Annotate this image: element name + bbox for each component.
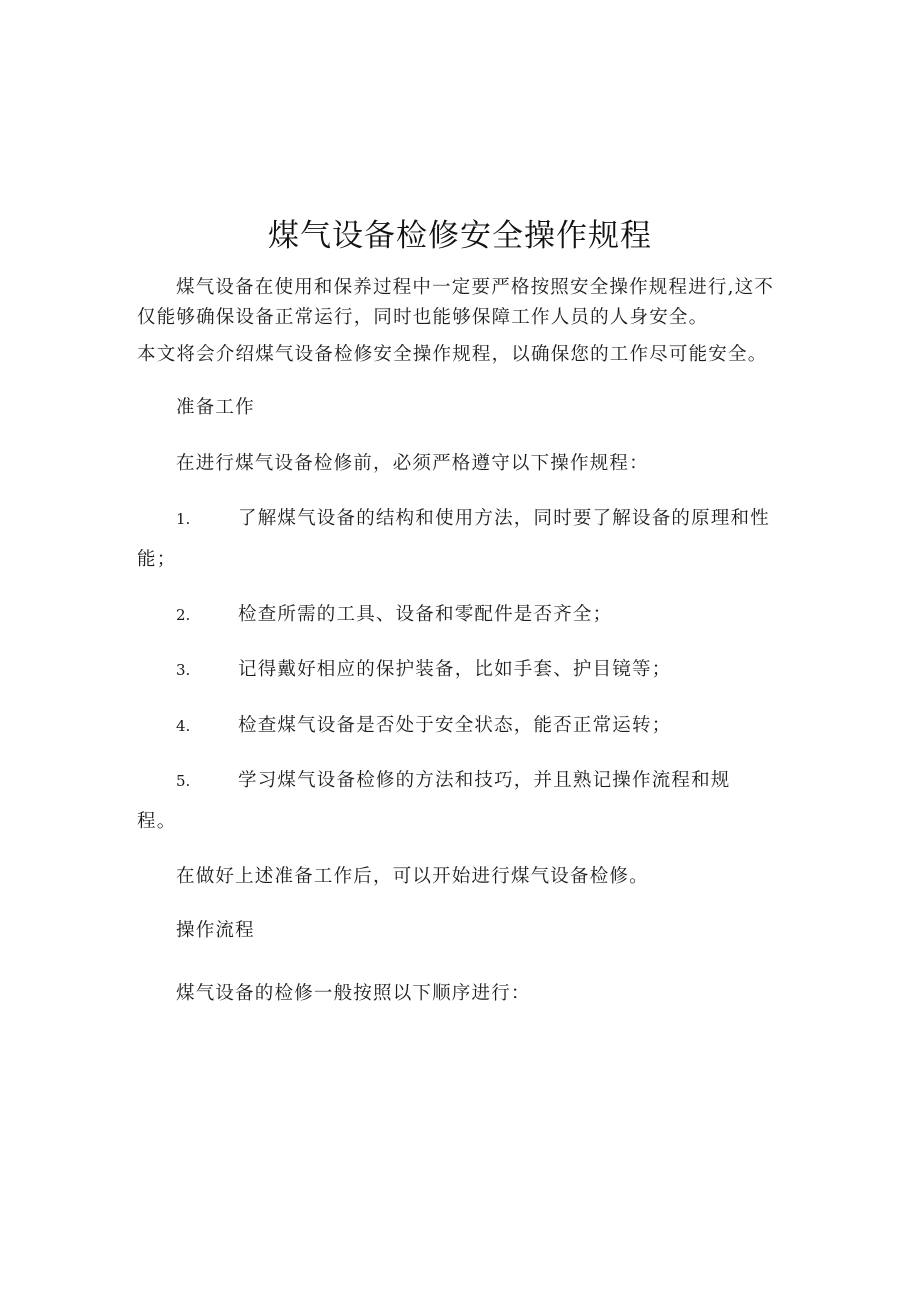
- section-lead-procedure: 煤气设备的检修一般按照以下顺序进行：: [176, 983, 531, 1004]
- list-item-number: 5.: [176, 772, 191, 790]
- list-item-text: 学习煤气设备检修的方法和技巧，并且熟记操作流程和规: [238, 770, 731, 791]
- document-title: 煤气设备检修安全操作规程: [268, 218, 652, 254]
- section-heading-procedure: 操作流程: [176, 920, 255, 941]
- list-item-continuation: 能；: [137, 549, 177, 570]
- section-lead-preparation: 在进行煤气设备检修前，必须严格遵守以下操作规程：: [176, 453, 649, 474]
- intro-line-3: 本文将会介绍煤气设备检修安全操作规程，以确保您的工作尽可能安全。: [137, 344, 768, 365]
- intro-line-1: 煤气设备在使用和保养过程中一定要严格按照安全操作规程进行,这不: [176, 277, 775, 298]
- list-item-continuation: 程。: [137, 811, 177, 832]
- list-item: [137, 655, 797, 685]
- list-item: [137, 504, 797, 575]
- list-item: [137, 600, 797, 630]
- list-item-text: 检查煤气设备是否处于安全状态，能否正常运转；: [238, 715, 672, 736]
- list-item-number: 3.: [176, 661, 191, 679]
- list-item: [137, 711, 797, 741]
- list-item-text: 检查所需的工具、设备和零配件是否齐全；: [238, 604, 613, 625]
- list-item: [137, 766, 797, 837]
- list-item-number: 2.: [176, 606, 191, 624]
- section-heading-preparation: 准备工作: [176, 397, 255, 418]
- section-after-preparation: 在做好上述准备工作后，可以开始进行煤气设备检修。: [176, 866, 649, 887]
- list-item-number: 4.: [176, 717, 191, 735]
- intro-line-2: 仅能够确保设备正常运行，同时也能够保障工作人员的人身安全。: [137, 307, 709, 328]
- list-item-text: 记得戴好相应的保护装备，比如手套、护目镜等；: [238, 659, 672, 680]
- list-item-text: 了解煤气设备的结构和使用方法，同时要了解设备的原理和性: [238, 508, 770, 529]
- list-item-number: 1.: [176, 510, 191, 528]
